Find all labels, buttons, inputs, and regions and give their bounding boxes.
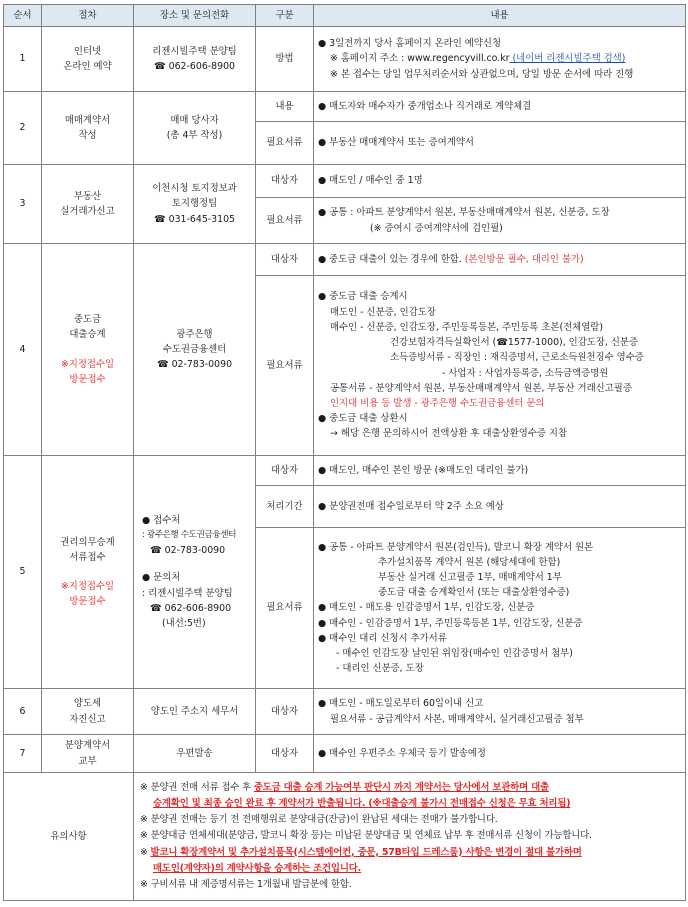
content-cell: ● 중도금 대출 승계시 매도인 - 신분증, 인감도장 매수인 - 신분증, 인감도장, 주민등록등본, 주민등록 초본(전체열람) 건강보험자격득실확인서 (☎1577-1000), 인감도장, 신분증 소득증빙서류 - 직장인 : 재직증명서, 근로소득원천징수 영수증 - 사업자 : 사업자등록증, 소득금액증명원 공통서류 - 분양계약서 원본, 부동산매매계약서 원본, 부동산 거래신고필증 인지대 비용 등 발생 - 광주은행 수도권금융센터 문의 ● 중도금 대출 상환시 → 해당 은행 문의하시어 전액상환 후 대출상환영수증 지참 bbox=[314, 276, 686, 456]
procedure-cell: 인터넷 온라인 예약 bbox=[42, 27, 134, 92]
category-cell: 필요서류 bbox=[256, 198, 314, 244]
place-cell: 매매 당사자 (총 4부 작성) bbox=[134, 92, 256, 165]
row-number: 5 bbox=[4, 456, 42, 689]
category-cell: 대상자 bbox=[256, 165, 314, 198]
header-category: 구분 bbox=[256, 5, 314, 27]
content-cell: ● 중도금 대출이 있는 경우에 한함. (본인방문 필수, 대리인 불가) bbox=[314, 244, 686, 276]
category-cell: 대상자 bbox=[256, 244, 314, 276]
place-cell: ● 접수처 : 광주은행 수도권금융센터 ☎ 02-783-0090 ● 문의처 : 리젠시빌주택 분양팀 ☎ 062-606-8900 (내선:5번) bbox=[134, 456, 256, 689]
appointment-note: ※지정접수일 bbox=[60, 581, 115, 592]
table-row bbox=[4, 92, 686, 122]
table-row bbox=[4, 735, 686, 773]
content-cell: ● 매도인 / 매수인 중 1명 bbox=[314, 165, 686, 198]
row-number: 3 bbox=[4, 165, 42, 244]
row-number: 1 bbox=[4, 27, 42, 92]
category-cell: 내용 bbox=[256, 92, 314, 122]
category-cell: 대상자 bbox=[256, 735, 314, 773]
procedure-cell: 권리의무승계 서류접수 ※지정접수일 방문접수 bbox=[42, 456, 134, 689]
homepage-link[interactable]: www.regencyvill.co.kr bbox=[407, 53, 510, 65]
row-number: 4 bbox=[4, 244, 42, 456]
place-cell: 양도인 주소지 세무서 bbox=[134, 689, 256, 735]
content-cell: ● 공통 - 아파트 분양계약서 원본(검인득), 발코니 확장 계약서 원본 추가설치품목 계약서 원본 (해당세대에 한함) 부동산 실거래 신고필증 1부, 매매계약서 1부 중도금 대출 승계확인서 (또는 대출상환영수증) ● 매도인 - 매도용 인감증명서 1부, 인감도장, 신분증 ● 매수인 - 인감증명서 1부, 주민등록등본 1부, 인감도장, 신분증 ● 매수인 대리 신청시 추가서류 - 매수인 인감도장 날인된 위임장(매수인 인감증명서 첨부) - 대리인 신분증, 도장 bbox=[314, 528, 686, 689]
content-cell: ● 부동산 매매계약서 또는 증여계약서 bbox=[314, 122, 686, 165]
table-row bbox=[4, 456, 686, 486]
content-cell: ● 분양권전매 접수일로부터 약 2주 소요 예상 bbox=[314, 486, 686, 528]
header-procedure: 절차 bbox=[42, 5, 134, 27]
header-place: 장소 및 문의전화 bbox=[134, 5, 256, 27]
category-cell: 대상자 bbox=[256, 456, 314, 486]
place-cell: 우편발송 bbox=[134, 735, 256, 773]
row-number: 7 bbox=[4, 735, 42, 773]
procedure-cell: 중도금 대출승계 ※지정접수일 방문접수 bbox=[42, 244, 134, 456]
notes-content: ※ 분양권 전매 서류 접수 후 중도금 대출 승계 가능여부 판단시 까지 계약서는 당사에서 보관하며 대출 승계확인 및 최종 승인 완료 후 계약서가 반출됩니다. (※대출승계 불가시 전매접수 신청은 무효 처리됨) ※ 분양권 전매는 등기 전 전매행위로 분양대금(잔금)이 완납된 세대는 전매가 불가합니다. ※ 분양대금 연체세대(분양금, 발코니 확장 등)는 미납된 분양대금 및 연체료 납부 후 전매서류 신청이 가능합니다. ※ 발코니 확장계약서 및 추가설치품목(시스템에어컨, 중문, 57B타입 드레스룸) 사항은 변경이 절대 불가하며 매도인(계약자)의 계약사항을 승계하는 조건입니다. ※ 구비서류 내 제증명서류는 1개월내 발급분에 한함. bbox=[134, 773, 686, 901]
procedure-cell: 매매계약서 작성 bbox=[42, 92, 134, 165]
row-number: 6 bbox=[4, 689, 42, 735]
table-row bbox=[4, 244, 686, 276]
header-content: 내용 bbox=[314, 5, 686, 27]
procedure-table bbox=[3, 4, 686, 901]
notes-row bbox=[4, 773, 686, 901]
place-cell: 리젠시빌주택 분양팀 ☎ 062-606-8900 bbox=[134, 27, 256, 92]
table-row bbox=[4, 689, 686, 735]
category-cell: 대상자 bbox=[256, 689, 314, 735]
content-cell: ● 매도인, 매수인 본인 방문 (※매도인 대리인 불가) bbox=[314, 456, 686, 486]
category-cell: 필요서류 bbox=[256, 276, 314, 456]
row-number: 2 bbox=[4, 92, 42, 165]
header-order: 순서 bbox=[4, 5, 42, 27]
place-cell: 이천시청 토지정보과 토지행정팀 ☎ 031-645-3105 bbox=[134, 165, 256, 244]
category-cell: 처리기간 bbox=[256, 486, 314, 528]
header-row bbox=[4, 5, 686, 27]
category-cell: 방법 bbox=[256, 27, 314, 92]
category-cell: 필요서류 bbox=[256, 122, 314, 165]
procedure-cell: 양도세 자진신고 bbox=[42, 689, 134, 735]
category-cell: 필요서류 bbox=[256, 528, 314, 689]
appointment-note: ※지정접수일 bbox=[60, 358, 115, 370]
place-cell: 광주은행 수도권금융센터 ☎ 02-783-0090 bbox=[134, 244, 256, 456]
procedure-cell: 분양계약서 교부 bbox=[42, 735, 134, 773]
content-cell: ● 공통 : 아파트 분양계약서 원본, 부동산매매계약서 원본, 신분증, 도장 (※ 증여시 증여계약서에 검인필) bbox=[314, 198, 686, 244]
content-cell: ● 매도자와 매수자가 중개업소나 직거래로 계약체결 bbox=[314, 92, 686, 122]
table-row bbox=[4, 27, 686, 92]
procedure-cell: 부동산 실거래가신고 bbox=[42, 165, 134, 244]
content-cell: ● 매수인 우편주소 우체국 등기 발송예정 bbox=[314, 735, 686, 773]
notes-label: 유의사항 bbox=[4, 773, 134, 901]
content-cell: ● 매도인 - 매도일로부터 60일이내 신고 필요서류 - 공급계약서 사본, 매매계약서, 실거래신고필증 첨부 bbox=[314, 689, 686, 735]
table-row bbox=[4, 165, 686, 198]
content-cell: ● 3일전까지 당사 홈페이지 온라인 예약신청 ※ 홈페이지 주소 : www.regencyvill.co.kr (네이버 리젠시빌주택 검색) ※ 본 접수는 당일 업무처리순서와 상관없으며, 당일 방문 순서에 따라 진행 bbox=[314, 27, 686, 92]
